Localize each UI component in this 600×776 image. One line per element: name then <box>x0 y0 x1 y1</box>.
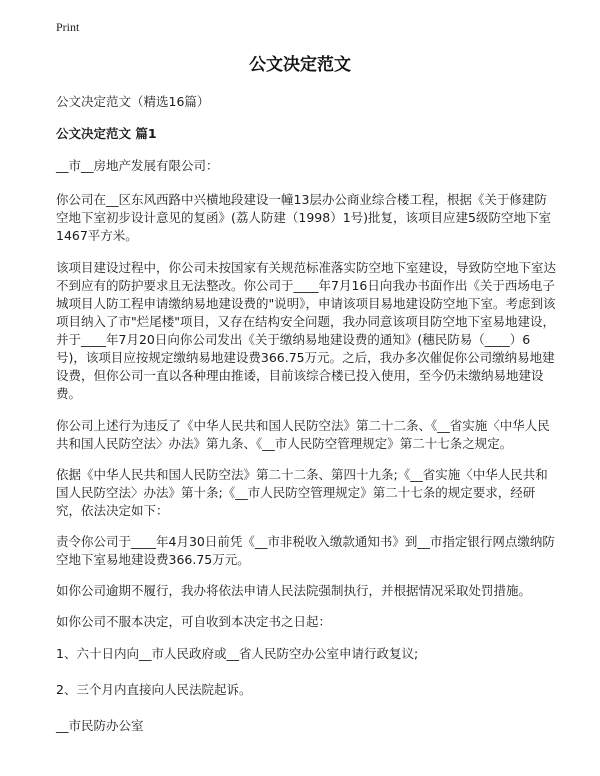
section-heading: 公文决定范文 篇1 <box>56 126 157 141</box>
list-item: 1、六十日内向__市人民政府或__省人民防空办公室申请行政复议; <box>56 646 419 661</box>
list-item: 2、三个月内直接向人民法院起诉。 <box>56 682 252 697</box>
document-body <box>56 93 556 735</box>
paragraph: 你公司在__区东风西路中兴横地段建设一幢13层办公商业综合楼工程，根据《关于修建防空地下室初步设计意见的复函》(荔人防建（1998）1号)批复，该项目应建5级防空地下室1467平方米。 <box>56 192 551 243</box>
paragraph: 该项目建设过程中，你公司未按国家有关规范标准落实防空地下室建设，导致防空地下室达不到应有的防护要求且无法整改。你公司于____年7月16日向我办书面作出《关于西场电子城项目人防工程申请缴纳易地建设费的"说明》，申请该项目易地建设防空地下室。考虑到该项目纳入了市"烂尾楼"项目，又存在结构安全问题，我办同意该项目防空地下室易地建设，并于____年7月20日向你公司发出《关于缴纳易地建设费的通知》(穗民防易（____）6号)，该项目应按规定缴纳易地建设费366.75万元。之后，我办多次催促你公司缴纳易地建设费，但你公司一直以各种理由推诿，目前该综合楼已投入使用，至今仍未缴纳易地建设费。 <box>56 260 557 401</box>
paragraph: 如你公司不服本决定，可自收到本决定书之日起： <box>56 614 332 629</box>
paragraph: 你公司上述行为违反了《中华人民共和国人民防空法》第二十二条、《__省实施〈中华人民共和国人民防空法〉办法》第九条、《__市人民防空管理规定》第二十七条之规定。 <box>56 418 550 451</box>
document-title: 公文决定范文 <box>249 55 351 75</box>
paragraph: 责令你公司于____年4月30日前凭《__市非税收入缴款通知书》到__市指定银行网点缴纳防空地下室易地建设费366.75万元。 <box>56 534 555 567</box>
signature: __市民防办公室 <box>56 718 144 733</box>
addressee: __市__房地产发展有限公司： <box>56 158 219 173</box>
paragraph: 如你公司逾期不履行，我办将依法申请人民法院强制执行，并根据情况采取处罚措施。 <box>56 583 532 598</box>
document-subtitle: 公文决定范文（精选16篇） <box>56 94 210 109</box>
print-link[interactable]: Print <box>56 20 80 34</box>
paragraph: 依据《中华人民共和国人民防空法》第二十二条、第四十九条;《__省实施〈中华人民共和国人民防空法〉办法》第十条;《__市人民防空管理规定》第二十七条的规定要求，经研究，依法决定如下： <box>56 467 548 518</box>
